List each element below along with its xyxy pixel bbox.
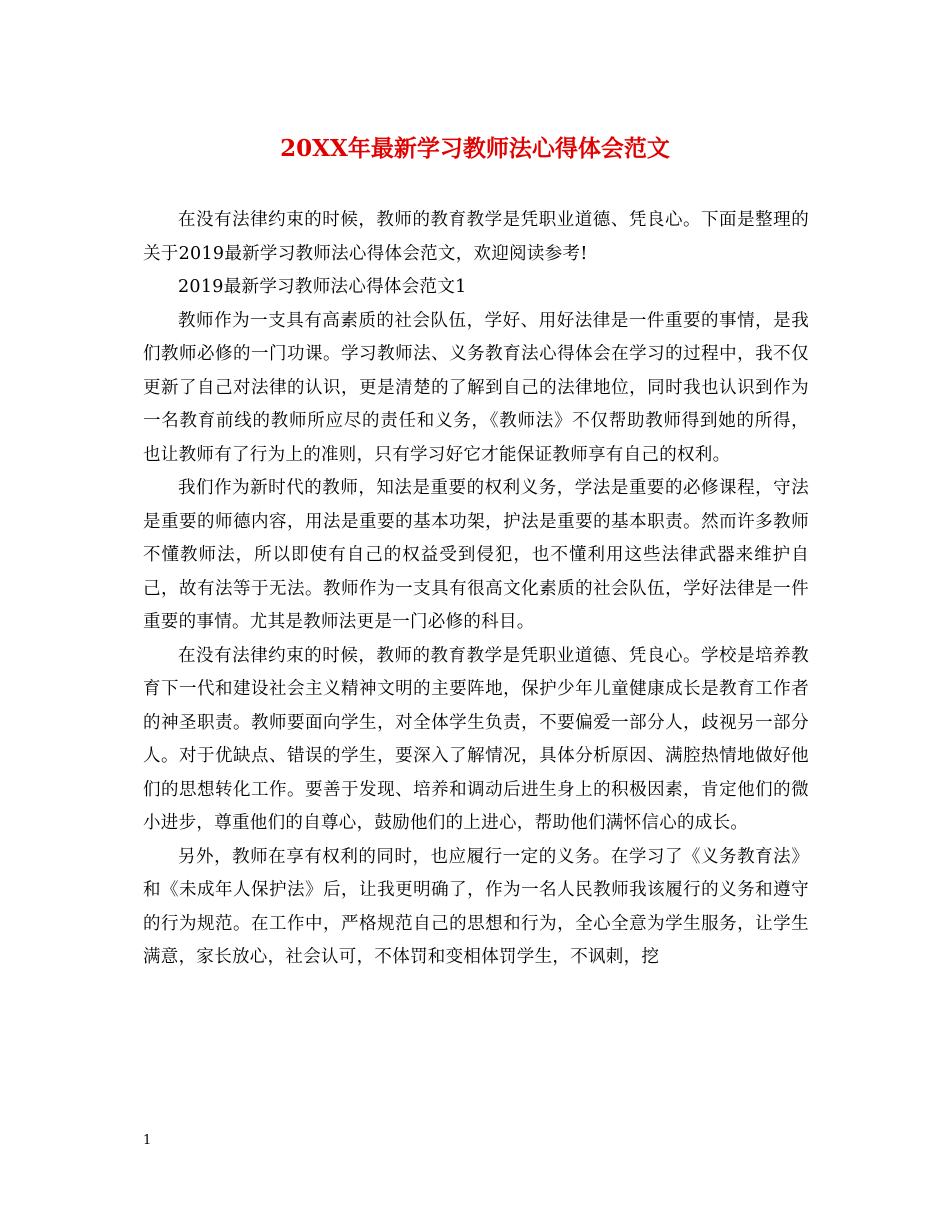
- document-body: [143, 204, 809, 975]
- section-heading: 2019最新学习教师法心得体会范文1: [178, 277, 467, 297]
- body-paragraph: 另外，教师在享有权利的同时，也应履行一定的义务。在学习了《义务教育法》和《未成年人保护法》后，让我更明确了，作为一名人民教师我该履行的义务和遵守的行为规范。在工作中，严格规范自己的思想和行为，全心全意为学生服务，让学生满意，家长放心，社会认可，不体罚和变相体罚学生，不讽刺，挖: [143, 846, 809, 967]
- document-title: 20XX年最新学习教师法心得体会范文: [280, 135, 670, 162]
- body-paragraph: 在没有法律约束的时候，教师的教育教学是凭职业道德、凭良心。学校是培养教育下一代和建设社会主义精神文明的主要阵地，保护少年儿童健康成长是教育工作者的神圣职责。教师要面向学生，对全体学生负责，不要偏爱一部分人，歧视另一部分人。对于优缺点、错误的学生，要深入了解情况，具体分析原因、满腔热情地做好他们的思想转化工作。要善于发现、培养和调动后进生身上的积极因素，肯定他们的微小进步，尊重他们的自尊心，鼓励他们的上进心，帮助他们满怀信心的成长。: [143, 645, 809, 833]
- body-paragraph: 我们作为新时代的教师，知法是重要的权利义务，学法是重要的必修课程，守法是重要的师德内容，用法是重要的基本功架，护法是重要的基本职责。然而许多教师不懂教师法，所以即使有自己的权益受到侵犯，也不懂利用这些法律武器来维护自己，故有法等于无法。教师作为一支具有很高文化素质的社会队伍，学好法律是一件重要的事情。尤其是教师法更是一门必修的科目。: [143, 478, 809, 632]
- body-paragraph: 教师作为一支具有高素质的社会队伍，学好、用好法律是一件重要的事情，是我们教师必修的一门功课。学习教师法、义务教育法心得体会在学习的过程中，我不仅更新了自己对法律的认识，更是清楚的了解到自己的法律地位，同时我也认识到作为一名教育前线的教师所应尽的责任和义务，《教师法》不仅帮助教师得到她的所得，也让教师有了行为上的准则，只有学习好它才能保证教师享有自己的权利。: [143, 310, 809, 465]
- page-number: 1: [143, 1133, 152, 1148]
- intro-paragraph: 在没有法律约束的时候，教师的教育教学是凭职业道德、凭良心。下面是整理的关于2019最新学习教师法心得体会范文，欢迎阅读参考!: [143, 210, 809, 264]
